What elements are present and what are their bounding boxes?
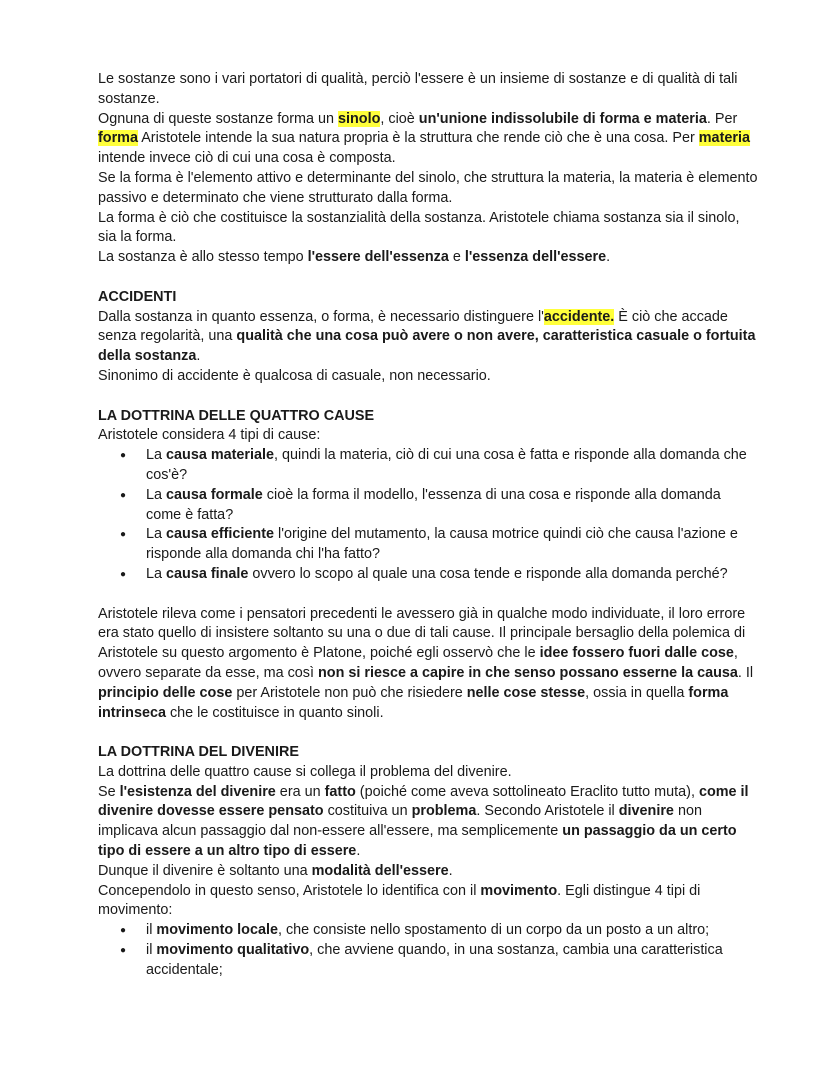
spacer (98, 268, 758, 288)
bold-run: causa finale (166, 565, 249, 582)
text-run: La sostanza è allo stesso tempo (98, 249, 308, 266)
section-heading-divenire: LA DOTTRINA DEL DIVENIRE (98, 744, 299, 761)
list-item (98, 446, 758, 486)
text-run: . (196, 348, 201, 365)
bold-run: non si riesce a capire in che senso possano esserne la causa (317, 664, 738, 681)
bold-run: forma intrinseca (98, 684, 729, 721)
accidenti-paragraph-1 (98, 308, 758, 367)
text-run: costituiva un (323, 803, 412, 820)
text-run: il (146, 942, 157, 959)
bold-run: l'essere dell'essenza (307, 249, 449, 266)
cause-intro: Aristotele considera 4 tipi di cause: (98, 427, 321, 444)
bold-run: l'essenza dell'essere (464, 249, 607, 266)
section-heading-accidenti: ACCIDENTI (98, 288, 177, 305)
text-run: per Aristotele non può che risiedere (232, 684, 467, 701)
highlight-accidente: accidente. (543, 308, 615, 325)
text-run: , che consiste nello spostamento di un corpo da un posto a un altro; (277, 922, 710, 939)
divenire-paragraph-3 (98, 862, 758, 882)
text-run: , quindi la materia, ciò di cui una cosa è fatta e risponde alla domanda che cos'è? (146, 447, 747, 483)
text-run: era un (275, 783, 325, 800)
list-item (98, 486, 758, 526)
spacer (98, 387, 758, 407)
text-run: non implicava alcun passaggio dal non-essere all'essere, ma semplicemente (98, 803, 702, 840)
text-run: Dalla sostanza in quanto essenza, o forma, è necessario distinguere l' (98, 308, 544, 325)
text-run: e (448, 249, 465, 266)
text-run: , che avviene quando, in una sostanza, cambia una caratteristica accidentale; (146, 942, 723, 978)
intro-paragraph-5 (98, 248, 758, 268)
bold-run: un passaggio da un certo tipo di essere a un altro tipo di essere (98, 823, 737, 860)
bold-run: causa efficiente (166, 526, 274, 543)
text-run: , cioè (380, 110, 419, 127)
text-run: che le costituisce in quanto sinoli. (165, 704, 384, 721)
bold-run: l'esistenza del divenire (119, 783, 276, 800)
text-run: . Egli distingue 4 tipi di movimento: (98, 882, 701, 919)
bold-run: movimento qualitativo (156, 942, 310, 959)
text-run: È ciò che accade senza regolarità, una (98, 308, 728, 345)
text-run: l'origine del mutamento, la causa motrice quindi ciò che causa l'azione e risponde alla domanda chi l'ha fatto? (146, 526, 738, 563)
text-run: , ovvero separate da esse, ma così (98, 645, 738, 681)
cause-list (98, 446, 758, 585)
spacer (98, 723, 758, 743)
movimento-list (98, 921, 758, 980)
divenire-paragraph-1: La dottrina delle quattro cause si collega il problema del divenire. (98, 763, 512, 780)
accidenti-paragraph-2: Sinonimo di accidente è qualcosa di casuale, non necessario. (98, 367, 491, 384)
text-run: il (146, 922, 157, 939)
bold-run: un'unione indissolubile di forma e materia (418, 110, 707, 127)
spacer (98, 585, 758, 605)
list-item (98, 921, 758, 941)
list-item (98, 565, 758, 585)
text-run: (poiché come aveva sottolineato Eraclito tutto muta), (355, 783, 699, 800)
bold-run: qualità che una cosa può avere o non avere, caratteristica casuale o fortuita della sostanza (98, 328, 756, 365)
text-run: . Il (737, 664, 754, 681)
intro-paragraph-1: Le sostanze sono i vari portatori di qualità, perciò l'essere è un insieme di sostanze e di qualità di tali sostanze. (98, 71, 738, 107)
text-run: . (448, 862, 453, 879)
divenire-paragraph-2 (98, 783, 758, 862)
text-run: . Per (706, 110, 738, 127)
bold-run: fatto (324, 783, 356, 800)
cause-paragraph-2 (98, 605, 758, 724)
intro-paragraph-3: Se la forma è l'elemento attivo e determinante del sinolo, che struttura la materia, la materia è elemento passivo e determinato che viene strutturato dalla forma. (98, 169, 758, 206)
text-run: Concependolo in questo senso, Aristotele lo identifica con il (98, 882, 481, 899)
text-run: ovvero lo scopo al quale una cosa tende e risponde alla domanda perché? (248, 565, 728, 582)
section-heading-cause: LA DOTTRINA DELLE QUATTRO CAUSE (98, 407, 375, 424)
text-run: La (146, 565, 167, 582)
text-run: intende invece ciò di cui una cosa è composta. (98, 150, 396, 167)
text-run: Aristotele intende la sua natura propria è la struttura che rende ciò che è una cosa. Per (137, 130, 699, 147)
text-run: . (356, 843, 361, 860)
text-run: La (146, 526, 167, 543)
bold-run: modalità dell'essere (311, 862, 449, 879)
bold-run: causa formale (166, 486, 263, 503)
bold-run: idee fossero fuori dalle cose (539, 645, 734, 662)
text-run: Dunque il divenire è soltanto una (98, 862, 312, 879)
list-item (98, 525, 758, 565)
text-run: . Secondo Aristotele il (476, 803, 619, 820)
text-run: La (146, 486, 167, 503)
text-run: , ossia in quella (585, 684, 689, 701)
text-run: Se (98, 783, 120, 800)
list-item (98, 941, 758, 981)
bold-run: movimento locale (156, 922, 278, 939)
bold-run: movimento (480, 882, 558, 899)
highlight-forma: forma (98, 130, 138, 147)
highlight-sinolo: sinolo (338, 110, 381, 127)
bold-run: divenire (618, 803, 674, 820)
bold-run: come il divenire dovesse essere pensato (98, 783, 749, 820)
divenire-paragraph-4 (98, 882, 758, 922)
bold-run: principio delle cose (98, 684, 233, 701)
intro-paragraph-4: La forma è ciò che costituisce la sostanzialità della sostanza. Aristotele chiama sostanza sia il sinolo, sia la forma. (98, 209, 740, 246)
text-run: Ognuna di queste sostanze forma un (98, 110, 338, 127)
bold-run: problema (411, 803, 477, 820)
text-run: La (146, 447, 167, 464)
bold-run: causa materiale (166, 447, 275, 464)
text-run: . (606, 249, 611, 266)
bold-run: nelle cose stesse (466, 684, 586, 701)
highlight-materia: materia (698, 130, 750, 147)
text-run: Aristotele rileva come i pensatori precedenti le avessero già in qualche modo individuate, il loro errore era stato quello di insistere soltanto su una o due di tali cause. Il principale bersaglio della polemica di Aristotele su questo argomento è Platone, poiché egli osservò che le (98, 605, 746, 662)
document-page (98, 70, 758, 981)
text-run: cioè la forma il modello, l'essenza di una cosa e risponde alla domanda come è fatta? (146, 486, 721, 523)
intro-paragraph-2 (98, 110, 758, 169)
